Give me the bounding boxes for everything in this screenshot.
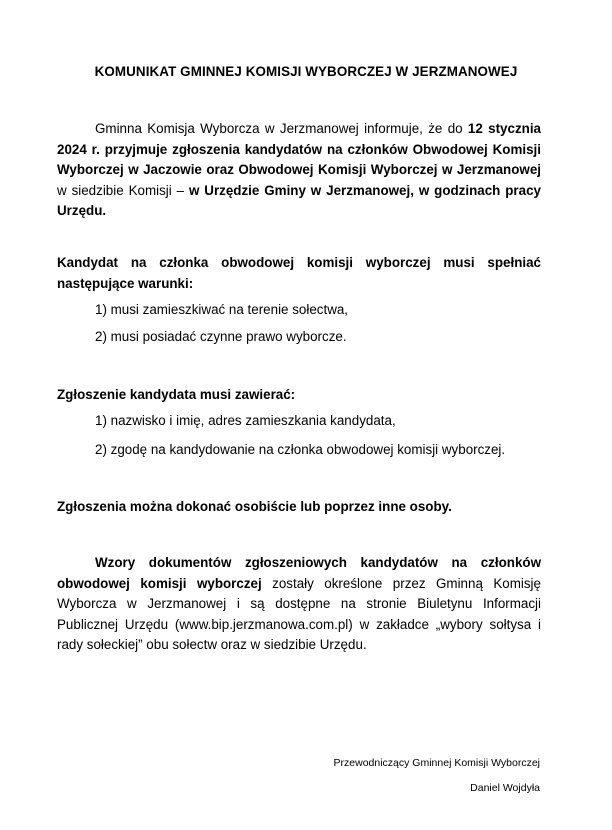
- contents-item-2: 2) zgodę na kandydowanie na członka obwodowej komisji wyborczej.: [95, 442, 506, 457]
- document-title: KOMUNIKAT GMINNEJ KOMISJI WYBORCZEJ W JERZMANOWEJ: [94, 64, 518, 79]
- condition-item-2: 2) musi posiadać czynne prawo wyborcze.: [95, 329, 347, 344]
- intro-paragraph: [57, 119, 541, 222]
- intro-bold-1: 12 stycznia 2024 r. przyjmuje zgłoszenia kandydatów na członków Obwodowej Komisji Wyborczej w Jaczowie oraz Obwodowej Komisji Wyborczej w Jerzmanowej: [57, 121, 541, 177]
- intro-text-2: w siedzibie Komisji –: [57, 182, 189, 198]
- submission-note: Zgłoszenia można dokonać osobiście lub poprzez inne osoby.: [57, 499, 452, 514]
- forms-paragraph: [57, 553, 541, 656]
- intro-text-1: Gminna Komisja Wyborcza w Jerzmanowej informuje, że do: [95, 121, 468, 136]
- conditions-heading: Kandydat na członka obwodowej komisji wyborczej musi spełniać następujące warunki:: [57, 255, 541, 291]
- forms-bold: Wzory dokumentów zgłoszeniowych kandydatów na członków obwodowej komisji wyborczej: [57, 555, 541, 591]
- intro-bold-2: w Urzędzie Gminy w Jerzmanowej, w godzinach pracy Urzędu.: [57, 182, 541, 218]
- contents-heading: Zgłoszenie kandydata musi zawierać:: [57, 387, 296, 402]
- signature-role: Przewodniczący Gminnej Komisji Wyborczej: [333, 757, 540, 769]
- signature-name: Daniel Wojdyła: [470, 782, 540, 794]
- contents-item-1: 1) nazwisko i imię, adres zamieszkania kandydata,: [95, 413, 396, 428]
- condition-item-1: 1) musi zamieszkiwać na terenie sołectwa,: [95, 302, 349, 317]
- forms-text: zostały określone przez Gminną Komisję Wyborcza w Jerzmanowej i są dostępne na stronie Biuletynu Informacji Publicznej Urzędu (www.bip.jerzmanowa.com.pl) w zakładce „wybory sołtysa i rady sołeckiej” obu sołectw oraz w siedzibie Urzędu.: [57, 575, 541, 652]
